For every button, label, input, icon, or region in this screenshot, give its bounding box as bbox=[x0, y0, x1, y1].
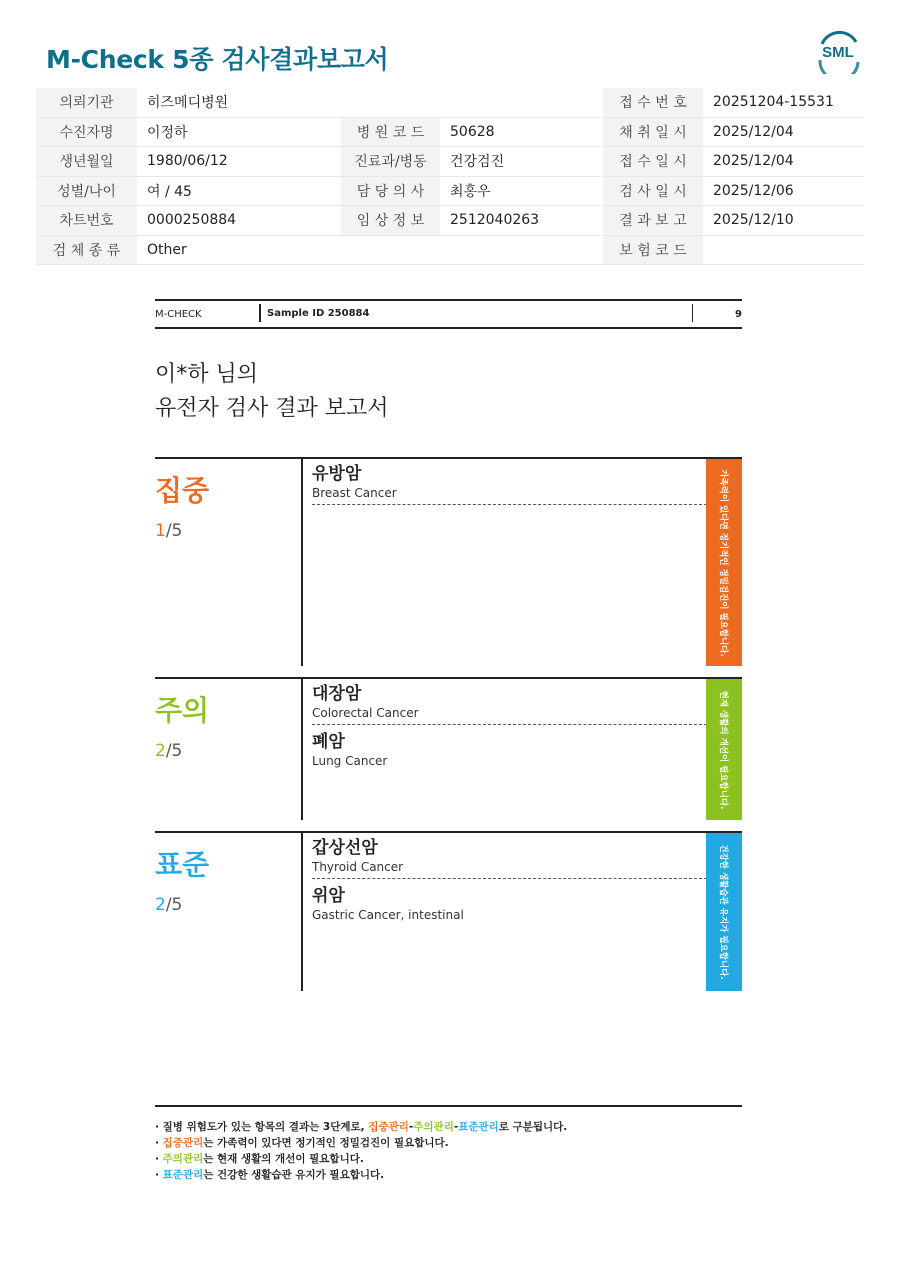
count-total: /5 bbox=[165, 741, 183, 761]
note-dash: - bbox=[408, 1121, 414, 1133]
patient-label: 수진자명 bbox=[36, 117, 137, 147]
info-row bbox=[36, 176, 864, 206]
count-number: 2 bbox=[155, 895, 166, 915]
standard-bar-text: 건강한 생활습관 유지가 필요합니다. bbox=[718, 844, 728, 980]
level-count-standard bbox=[155, 895, 182, 915]
collect-date-label: 채 취 일 시 bbox=[603, 117, 703, 147]
caution-bar-text: 현재 생활의 개선이 필요합니다. bbox=[718, 690, 728, 809]
section-caution bbox=[155, 677, 742, 820]
note-standard: 표준관리 bbox=[162, 1169, 204, 1181]
item-english-name: Breast Cancer bbox=[312, 486, 397, 500]
hospital-code-value: 50628 bbox=[440, 117, 603, 147]
item-korean-name: 유방암 bbox=[312, 464, 362, 484]
count-number: 1 bbox=[155, 521, 166, 541]
report-heading-line2: 유전자 검사 결과 보고서 bbox=[155, 396, 389, 421]
sex-age-value: 여 / 45 bbox=[137, 176, 341, 206]
note-text: 는 현재 생활의 개선이 필요합니다. bbox=[203, 1153, 364, 1165]
report-title: M-Check 5종 검사결과보고서 bbox=[46, 45, 389, 74]
test-date-value: 2025/12/06 bbox=[703, 176, 864, 206]
note-caution: 주의관리 bbox=[162, 1153, 204, 1165]
item-english-name: Colorectal Cancer bbox=[312, 706, 419, 720]
level-label-focus: 집중 bbox=[155, 474, 210, 507]
info-row bbox=[36, 147, 864, 177]
header-brand: M-CHECK bbox=[155, 309, 202, 320]
chart-no-value: 0000250884 bbox=[137, 206, 341, 236]
clinical-label: 임 상 정 보 bbox=[341, 206, 440, 236]
patient-info-table bbox=[36, 88, 864, 265]
patient-value: 이정하 bbox=[137, 117, 341, 147]
header-divider bbox=[692, 304, 693, 322]
insurance-label: 보 험 코 드 bbox=[603, 235, 703, 265]
item-english-name: Gastric Cancer, intestinal bbox=[312, 908, 464, 922]
sex-age-label: 성별/나이 bbox=[36, 176, 137, 206]
header-sample-id: Sample ID 250884 bbox=[259, 304, 369, 322]
logo-text: SML bbox=[822, 44, 854, 61]
footer-notes bbox=[155, 1105, 742, 1183]
doctor-value: 최홍우 bbox=[440, 176, 603, 206]
footer-note-3: · 주의관리는 현재 생활의 개선이 필요합니다. bbox=[155, 1153, 364, 1165]
note-text: 는 가족력이 있다면 정기적인 정밀검진이 필요합니다. bbox=[203, 1137, 449, 1149]
report-header-bar bbox=[155, 299, 742, 329]
header-page-number: 9 bbox=[735, 309, 742, 320]
info-row bbox=[36, 88, 864, 117]
report-date-value: 2025/12/10 bbox=[703, 206, 864, 236]
note-text: 질병 위험도가 있는 항목의 결과는 3단계로, bbox=[162, 1121, 369, 1133]
note-focus: 집중관리 bbox=[368, 1121, 409, 1133]
section-standard bbox=[155, 831, 742, 991]
level-count-caution bbox=[155, 741, 182, 761]
footer-note-4: · 표준관리는 건강한 생활습관 유지가 필요합니다. bbox=[155, 1169, 385, 1181]
level-label-standard: 표준 bbox=[155, 848, 210, 881]
footer-note-2: · 집중관리는 가족력이 있다면 정기적인 정밀검진이 필요합니다. bbox=[155, 1137, 449, 1149]
level-count-focus bbox=[155, 521, 182, 541]
receive-date-label: 접 수 일 시 bbox=[603, 147, 703, 177]
specimen-value: Other bbox=[137, 235, 603, 265]
chart-no-label: 차트번호 bbox=[36, 206, 137, 236]
hospital-label: 의뢰기관 bbox=[36, 88, 137, 117]
footer-note-1: · 질병 위험도가 있는 항목의 결과는 3단계로, 집중관리-주의관리-표준관리로 구분됩니다. bbox=[155, 1121, 568, 1133]
report-heading bbox=[155, 358, 389, 426]
receipt-no-label: 접 수 번 호 bbox=[603, 88, 703, 117]
section-items bbox=[312, 463, 707, 511]
section-divider-line bbox=[301, 459, 303, 666]
info-row bbox=[36, 235, 864, 265]
count-number: 2 bbox=[155, 741, 166, 761]
count-total: /5 bbox=[165, 521, 183, 541]
dashed-separator bbox=[312, 878, 707, 879]
collect-date-value: 2025/12/04 bbox=[703, 117, 864, 147]
dashed-separator bbox=[312, 504, 707, 505]
item-english-name: Lung Cancer bbox=[312, 754, 388, 768]
count-total: /5 bbox=[165, 895, 183, 915]
note-caution: 주의관리 bbox=[413, 1121, 454, 1133]
receipt-no-value: 20251204-15531 bbox=[703, 88, 864, 117]
info-row bbox=[36, 117, 864, 147]
report-date-label: 결 과 보 고 bbox=[603, 206, 703, 236]
section-items bbox=[312, 837, 707, 923]
section-divider-line bbox=[301, 679, 303, 820]
caution-side-bar bbox=[706, 679, 742, 820]
note-focus: 집중관리 bbox=[162, 1137, 204, 1149]
info-row bbox=[36, 206, 864, 236]
doctor-label: 담 당 의 사 bbox=[341, 176, 440, 206]
test-date-label: 검 사 일 시 bbox=[603, 176, 703, 206]
note-text: 는 건강한 생활습관 유지가 필요합니다. bbox=[203, 1169, 385, 1181]
sml-logo bbox=[814, 30, 862, 74]
focus-bar-text: 가족력이 있다면 정기적인 정밀검진이 필요합니다. bbox=[718, 468, 728, 657]
receive-date-value: 2025/12/04 bbox=[703, 147, 864, 177]
focus-side-bar bbox=[706, 459, 742, 666]
dept-value: 건강검진 bbox=[440, 147, 603, 177]
report-heading-line1: 이*하 님의 bbox=[155, 362, 259, 387]
section-items bbox=[312, 683, 707, 769]
dashed-separator bbox=[312, 724, 707, 725]
clinical-value: 2512040263 bbox=[440, 206, 603, 236]
item-korean-name: 폐암 bbox=[312, 732, 345, 752]
level-label-caution: 주의 bbox=[155, 694, 210, 727]
birth-value: 1980/06/12 bbox=[137, 147, 341, 177]
birth-label: 생년월일 bbox=[36, 147, 137, 177]
section-divider-line bbox=[301, 833, 303, 991]
hospital-value: 히즈메디병원 bbox=[137, 88, 603, 117]
item-korean-name: 갑상선암 bbox=[312, 838, 378, 858]
item-korean-name: 대장암 bbox=[312, 684, 362, 704]
dept-label: 진료과/병동 bbox=[341, 147, 440, 177]
item-korean-name: 위암 bbox=[312, 886, 345, 906]
standard-side-bar bbox=[706, 833, 742, 991]
note-text: 로 구분됩니다. bbox=[498, 1121, 568, 1133]
item-english-name: Thyroid Cancer bbox=[312, 860, 404, 874]
section-focus bbox=[155, 457, 742, 666]
insurance-value bbox=[703, 235, 864, 265]
note-dash: - bbox=[453, 1121, 459, 1133]
specimen-label: 검 체 종 류 bbox=[36, 235, 137, 265]
note-standard: 표준관리 bbox=[458, 1121, 499, 1133]
hospital-code-label: 병 원 코 드 bbox=[341, 117, 440, 147]
